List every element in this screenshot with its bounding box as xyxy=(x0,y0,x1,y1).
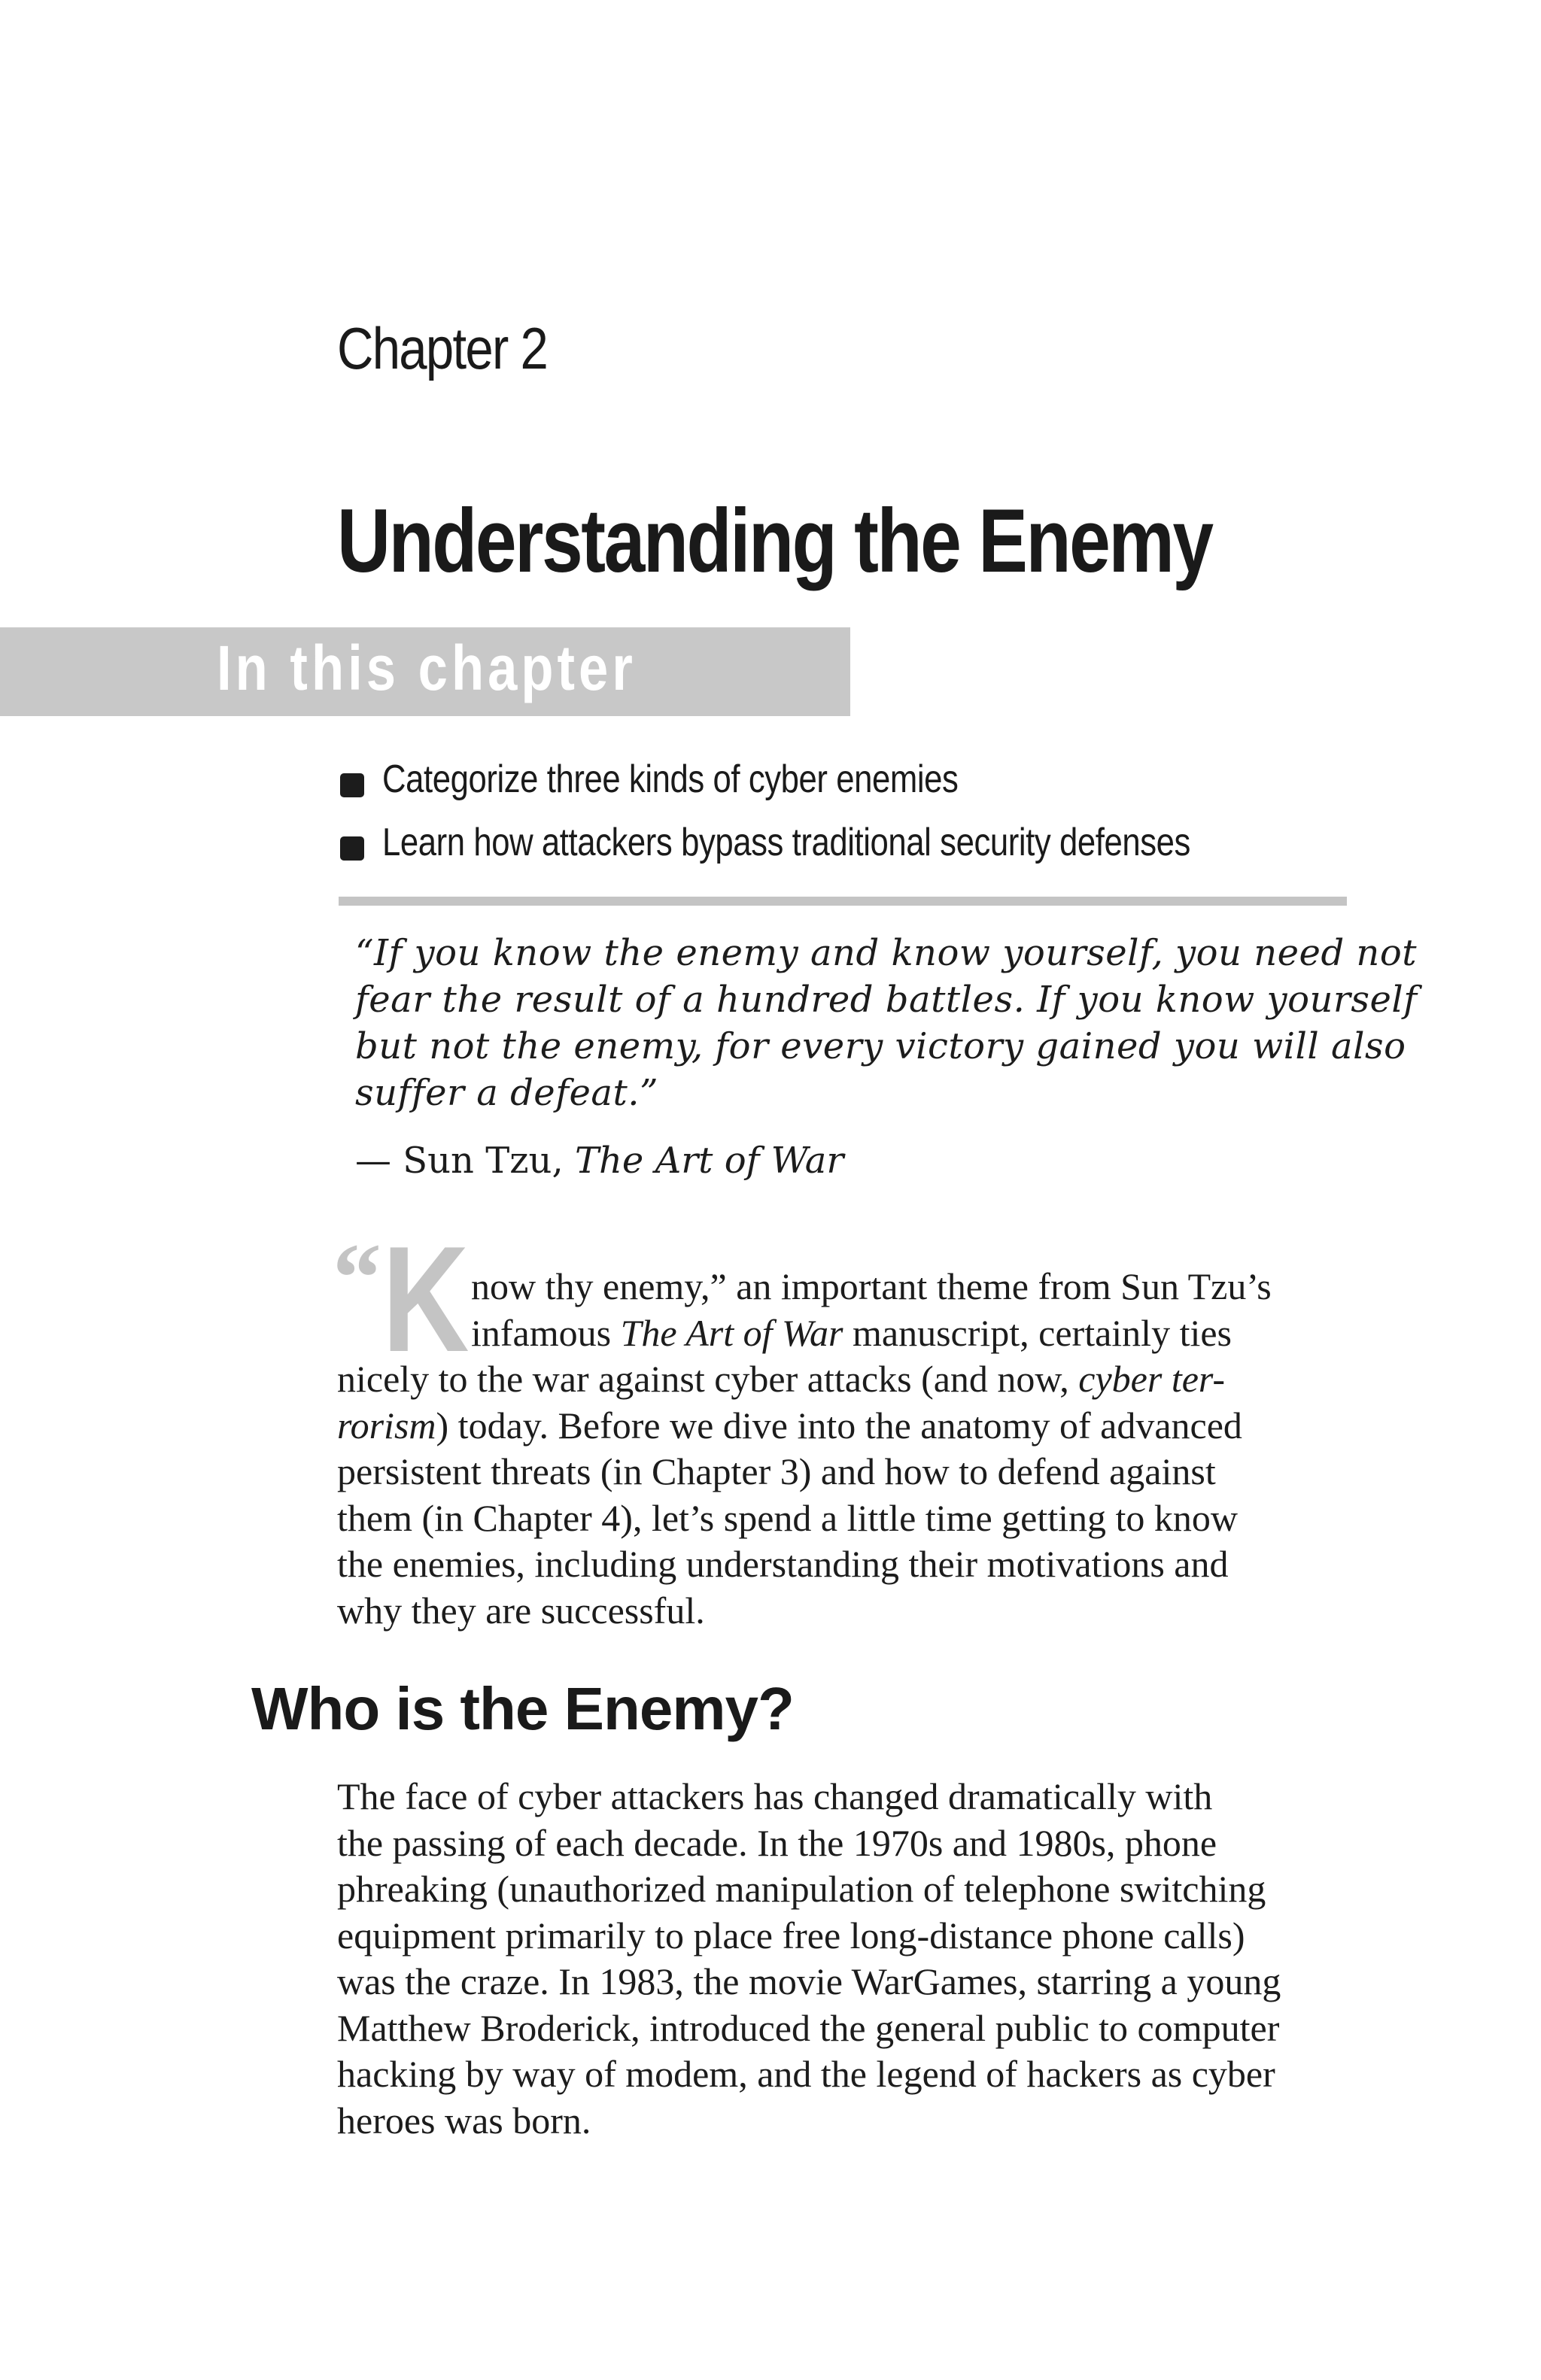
book-title-italic: The Art of War xyxy=(620,1311,843,1354)
epigraph-line: but not the enemy, for every victory gained you will also xyxy=(355,1025,1406,1067)
epigraph-line: suffer a defeat.” xyxy=(355,1072,659,1114)
text-span: ) today. Before we dive into the anatomy of advanced xyxy=(436,1404,1242,1447)
objective-text: Categorize three kinds of cyber enemies xyxy=(382,757,959,801)
section-paragraph xyxy=(337,1774,1281,2144)
intro-paragraph-top xyxy=(471,1264,1272,1356)
in-this-chapter-heading: In this chapter xyxy=(217,633,637,703)
paragraph-line: why they are successful. xyxy=(337,1589,705,1632)
paragraph-line: was the craze. In 1983, the movie WarGames, starring a young xyxy=(337,1960,1281,2002)
paragraph-line: heroes was born. xyxy=(337,2099,591,2142)
epigraph-quote xyxy=(355,930,1418,1116)
attribution-prefix: — Sun Tzu, xyxy=(355,1140,575,1182)
italic-term: cyber ter- xyxy=(1078,1358,1226,1400)
section-divider xyxy=(339,897,1347,906)
epigraph-attribution xyxy=(355,1137,843,1184)
attribution-work: The Art of War xyxy=(574,1140,844,1182)
paragraph-line: the enemies, including understanding their motivations and xyxy=(337,1543,1229,1585)
paragraph-line xyxy=(337,1356,1242,1403)
text-span: nicely to the war against cyber attacks (and now, xyxy=(337,1358,1079,1400)
paragraph-line: Matthew Broderick, introduced the general public to computer xyxy=(337,2006,1280,2049)
paragraph-line xyxy=(471,1310,1272,1357)
paragraph-line: equipment primarily to place free long-distance phone calls) xyxy=(337,1914,1245,1957)
paragraph-line xyxy=(337,1403,1242,1450)
drop-cap-letter: K xyxy=(382,1216,466,1383)
paragraph-line: now thy enemy,” an important theme from Sun Tzu’s xyxy=(471,1265,1272,1307)
intro-paragraph-body xyxy=(337,1356,1242,1634)
objective-text: Learn how attackers bypass traditional security defenses xyxy=(382,821,1190,864)
epigraph-line: fear the result of a hundred battles. If you know yourself xyxy=(355,979,1418,1021)
chapter-number: Chapter 2 xyxy=(337,315,548,381)
text-span: infamous xyxy=(471,1311,621,1354)
epigraph-line: “If you know the enemy and know yourself, you need not xyxy=(355,932,1418,974)
paragraph-line: hacking by way of modem, and the legend of hackers as cyber xyxy=(337,2053,1275,2095)
paragraph-line: persistent threats (in Chapter 3) and how to defend against xyxy=(337,1450,1216,1492)
chapter-title: Understanding the Enemy xyxy=(337,490,1212,591)
paragraph-line: The face of cyber attackers has changed dramatically with xyxy=(337,1775,1213,1817)
paragraph-line: the passing of each decade. In the 1970s and 1980s, phone xyxy=(337,1821,1217,1864)
drop-cap-quote-mark: “ xyxy=(333,1224,381,1332)
italic-term: rorism xyxy=(337,1404,436,1447)
bullet-square-icon xyxy=(340,836,364,861)
section-heading: Who is the Enemy? xyxy=(251,1675,794,1742)
bullet-square-icon xyxy=(340,773,364,797)
paragraph-line: phreaking (unauthorized manipulation of telephone switching xyxy=(337,1868,1266,1910)
paragraph-line: them (in Chapter 4), let’s spend a little time getting to know xyxy=(337,1496,1238,1539)
text-span: manuscript, certainly ties xyxy=(843,1311,1232,1354)
